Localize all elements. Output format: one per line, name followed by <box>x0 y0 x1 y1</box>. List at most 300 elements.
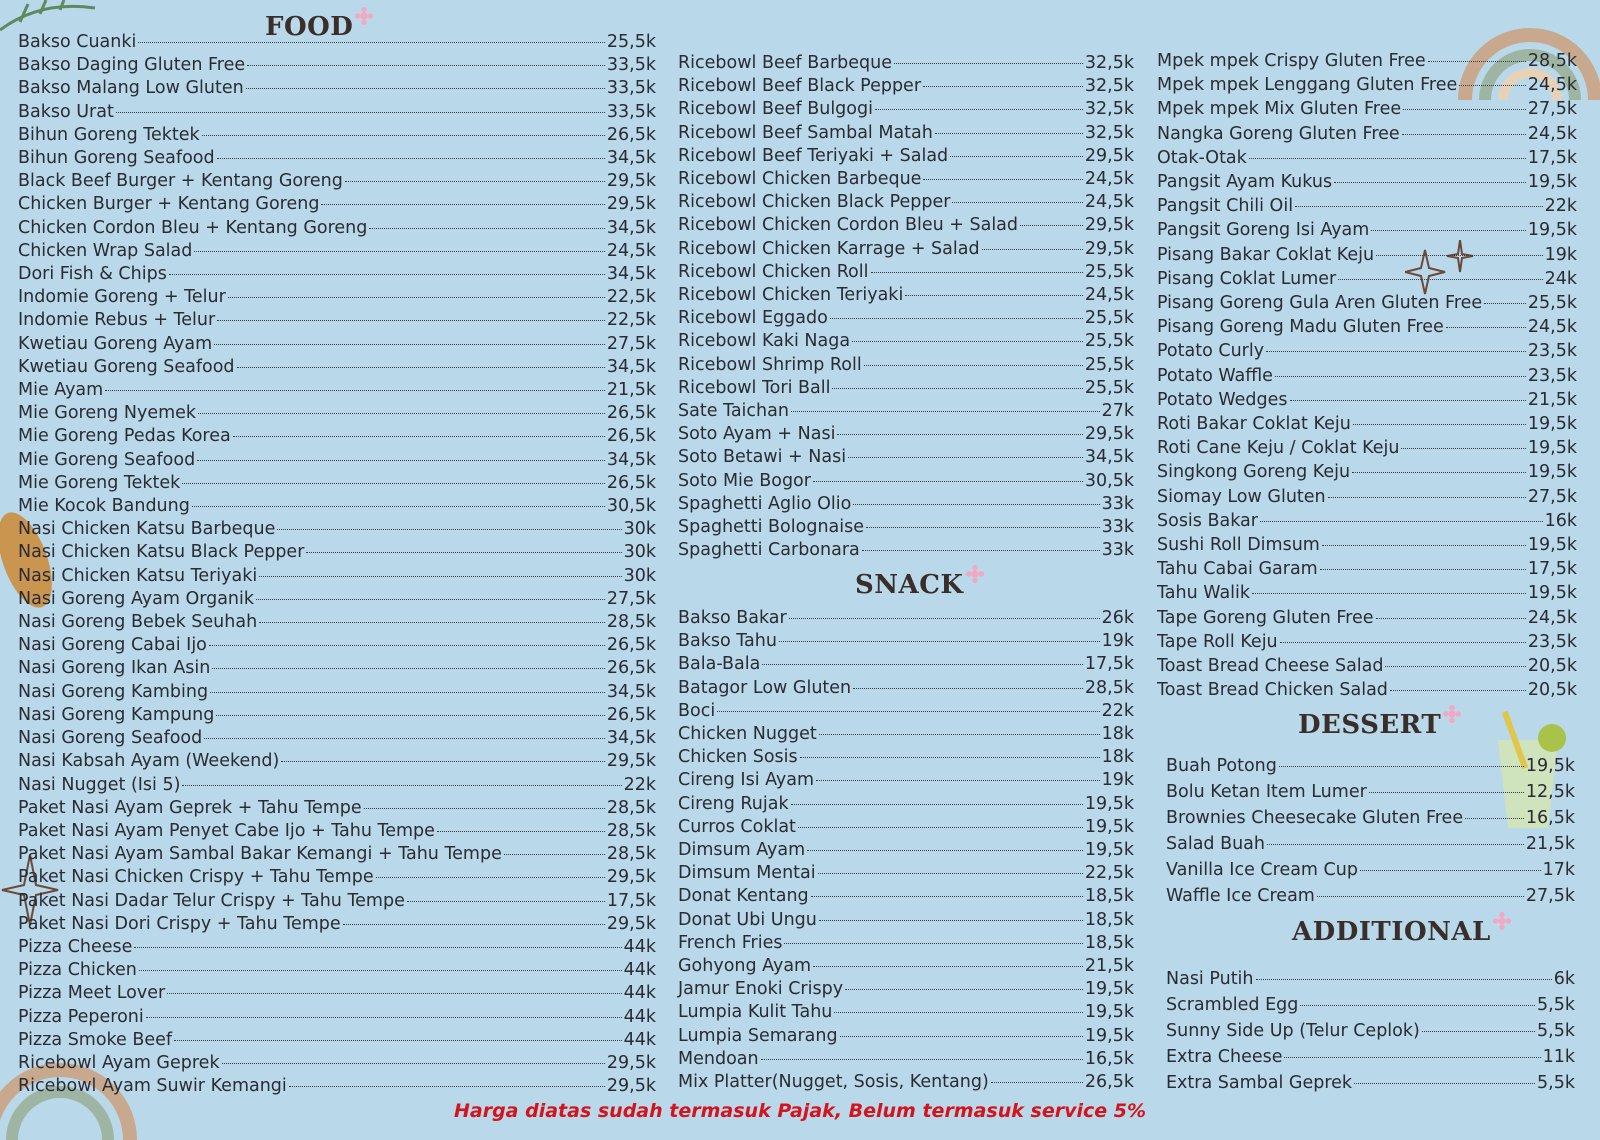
menu-item-name: Mie Goreng Pedas Korea <box>18 426 231 447</box>
menu-item-price: 26,5k <box>606 635 656 656</box>
menu-item-name: Ricebowl Chicken Karrage + Salad <box>678 238 980 259</box>
dotted-leader <box>1402 134 1526 135</box>
menu-item-price: 34,5k <box>606 356 656 377</box>
dotted-leader <box>905 295 1083 296</box>
menu-item-price: 5,5k <box>1537 1021 1575 1041</box>
menu-item <box>1157 291 1577 315</box>
menu-item-name: Batagor Low Gluten <box>678 677 852 698</box>
dotted-leader <box>1020 225 1083 226</box>
menu-item-name: French Fries <box>678 932 783 953</box>
menu-item-name: Paket Nasi Ayam Penyet Cabe Ijo + Tahu Tempe <box>18 820 435 841</box>
food-heading: FOOD <box>265 12 373 42</box>
dotted-leader <box>789 618 1100 619</box>
dotted-leader <box>169 274 605 275</box>
menu-item <box>678 446 1134 469</box>
menu-item-price: 5,5k <box>1537 995 1575 1015</box>
menu-item <box>18 286 656 309</box>
menu-item <box>1157 146 1577 170</box>
menu-item-price: 19,5k <box>1527 220 1577 241</box>
food-list-column-2 <box>678 52 1134 562</box>
menu-item-price: 19,5k <box>1527 414 1577 435</box>
dotted-leader <box>105 390 605 391</box>
menu-item <box>18 565 656 588</box>
menu-item <box>18 309 656 332</box>
menu-item-name: Soto Ayam + Nasi <box>678 424 836 445</box>
menu-item <box>678 909 1134 932</box>
menu-item <box>678 145 1134 168</box>
menu-item-price: 19k <box>1544 244 1577 265</box>
menu-item-name: Ricebowl Ayam Suwir Kemangi <box>18 1076 287 1097</box>
menu-item <box>1157 557 1577 581</box>
dotted-leader <box>1320 569 1526 570</box>
menu-item-name: Roti Bakar Coklat Keju <box>1157 414 1351 435</box>
menu-item-price: 32,5k <box>1084 76 1134 97</box>
dotted-leader <box>840 1036 1083 1037</box>
menu-item-name: Pizza Peperoni <box>18 1006 144 1027</box>
dotted-leader <box>991 1082 1083 1083</box>
dotted-leader <box>1328 497 1526 498</box>
menu-item <box>18 263 656 286</box>
menu-item <box>18 750 656 773</box>
menu-item-price: 25,5k <box>1084 354 1134 375</box>
dotted-leader <box>871 272 1083 273</box>
menu-item <box>18 333 656 356</box>
dotted-leader <box>837 434 1082 435</box>
menu-item-name: Cireng Rujak <box>678 793 789 814</box>
menu-item-name: Toast Bread Chicken Salad <box>1157 680 1388 701</box>
menu-item <box>678 191 1134 214</box>
menu-item-price: 26,5k <box>606 704 656 725</box>
menu-item-name: Otak-Otak <box>1157 147 1247 168</box>
menu-item <box>18 193 656 216</box>
menu-item-name: Nasi Goreng Seafood <box>18 728 203 749</box>
dotted-leader <box>1422 1031 1535 1032</box>
menu-item-price: 34,5k <box>606 728 656 749</box>
menu-item <box>678 493 1134 516</box>
additional-list <box>1166 966 1575 1096</box>
menu-item <box>678 1025 1134 1048</box>
menu-item-price: 21,5k <box>1525 834 1575 854</box>
menu-item-price: 29,5k <box>606 171 656 192</box>
menu-item <box>1157 315 1577 339</box>
menu-item-price: 27,5k <box>1527 99 1577 120</box>
dotted-leader <box>182 483 605 484</box>
menu-item <box>678 214 1134 237</box>
menu-item-name: Toast Bread Cheese Salad <box>1157 656 1384 677</box>
menu-item-name: Chicken Nugget <box>678 724 817 745</box>
menu-item-name: Sosis Bakar <box>1157 510 1258 531</box>
menu-item-price: 17,5k <box>606 890 656 911</box>
dotted-leader <box>1428 61 1526 62</box>
menu-item <box>1166 1018 1575 1044</box>
menu-item <box>18 588 656 611</box>
dotted-leader <box>923 179 1082 180</box>
dotted-leader <box>875 109 1083 110</box>
dotted-leader <box>167 993 621 994</box>
dotted-leader <box>198 413 605 414</box>
menu-item-name: Bakso Cuanki <box>18 32 137 52</box>
menu-item-name: Nasi Putih <box>1166 969 1254 989</box>
menu-item-price: 22,5k <box>606 287 656 308</box>
dotted-leader <box>197 460 605 461</box>
dotted-leader <box>866 527 1100 528</box>
menu-item <box>1157 630 1577 654</box>
dotted-leader <box>1260 521 1543 522</box>
menu-item <box>18 379 656 402</box>
menu-item-name: Sushi Roll Dimsum <box>1157 535 1320 556</box>
menu-item <box>678 238 1134 261</box>
menu-item <box>678 723 1134 746</box>
dotted-leader <box>182 785 621 786</box>
menu-item <box>18 31 656 54</box>
dotted-leader <box>364 808 605 809</box>
menu-item <box>678 816 1134 839</box>
dotted-leader <box>343 924 605 925</box>
menu-item-name: Indomie Goreng + Telur <box>18 287 226 308</box>
menu-item-name: Bakso Tahu <box>678 631 777 652</box>
menu-item <box>18 147 656 170</box>
flower-icon <box>1493 912 1511 930</box>
menu-item-price: 24,5k <box>1084 285 1134 306</box>
menu-item-name: Mie Goreng Seafood <box>18 449 196 470</box>
dotted-leader <box>233 436 605 437</box>
menu-item <box>1157 533 1577 557</box>
menu-item <box>678 423 1134 446</box>
menu-item-price: 19,5k <box>1527 583 1577 604</box>
dotted-leader <box>1284 1057 1540 1058</box>
dotted-leader <box>1459 85 1526 86</box>
dotted-leader <box>1252 593 1526 594</box>
dotted-leader <box>779 641 1100 642</box>
menu-item <box>18 797 656 820</box>
dotted-leader <box>982 249 1083 250</box>
dotted-leader <box>146 1017 622 1018</box>
menu-item-price: 27k <box>1101 401 1134 422</box>
menu-item-name: Pisang Coklat Lumer <box>1157 268 1337 289</box>
menu-item-price: 29,5k <box>606 1076 656 1097</box>
menu-item-price: 28,5k <box>1527 51 1577 71</box>
menu-item <box>678 607 1134 630</box>
menu-item <box>678 52 1134 75</box>
dessert-list <box>1166 753 1575 909</box>
menu-item <box>1166 1044 1575 1070</box>
dotted-leader <box>1352 472 1526 473</box>
dotted-leader <box>1403 109 1526 110</box>
menu-item <box>18 611 656 634</box>
menu-item-price: 19,5k <box>1527 535 1577 556</box>
dotted-leader <box>950 156 1083 157</box>
menu-item-price: 19,5k <box>1084 979 1134 1000</box>
menu-item-name: Buah Potong <box>1166 756 1277 776</box>
menu-item-price: 19k <box>1101 631 1134 652</box>
dotted-leader <box>1279 766 1524 767</box>
menu-item-name: Nasi Goreng Ayam Organik <box>18 588 255 609</box>
menu-item-name: Mendoan <box>678 1048 759 1069</box>
menu-item-price: 27,5k <box>606 333 656 354</box>
menu-item-price: 34,5k <box>606 449 656 470</box>
menu-item-name: Potato Wedges <box>1157 389 1288 410</box>
menu-item <box>678 122 1134 145</box>
menu-item-name: Lumpia Semarang <box>678 1025 838 1046</box>
dotted-leader <box>345 181 605 182</box>
menu-item <box>1166 753 1575 779</box>
menu-item-name: Nangka Goreng Gluten Free <box>1157 123 1400 144</box>
dotted-leader <box>832 388 1082 389</box>
menu-item-name: Ricebowl Chicken Barbeque <box>678 169 922 190</box>
menu-item-name: Donat Ubi Ungu <box>678 909 817 930</box>
menu-item-name: Mpek mpek Lenggang Gluten Free <box>1157 75 1458 96</box>
dotted-leader <box>1401 448 1525 449</box>
menu-item-name: Chicken Cordon Bleu + Kentang Goreng <box>18 217 368 238</box>
dotted-leader <box>853 688 1083 689</box>
menu-item-price: 29,5k <box>606 751 656 772</box>
dotted-leader <box>852 341 1083 342</box>
menu-item-name: Mie Kocok Bandung <box>18 496 190 517</box>
dotted-leader <box>1446 327 1526 328</box>
menu-item-name: Pizza Chicken <box>18 960 137 981</box>
dotted-leader <box>504 854 605 855</box>
menu-item-name: Ricebowl Shrimp Roll <box>678 354 862 375</box>
menu-item <box>678 539 1134 562</box>
menu-item-price: 18,5k <box>1084 932 1134 953</box>
menu-item-price: 33,5k <box>606 78 656 99</box>
dotted-leader <box>791 804 1083 805</box>
menu-item <box>678 885 1134 908</box>
menu-item <box>678 377 1134 400</box>
menu-item <box>1157 364 1577 388</box>
menu-item <box>18 77 656 100</box>
menu-item <box>18 657 656 680</box>
menu-item-price: 20,5k <box>1527 656 1577 677</box>
dotted-leader <box>1376 618 1526 619</box>
menu-item-name: Ricebowl Beef Teriyaki + Salad <box>678 145 949 166</box>
tax-notice: Harga diatas sudah termasuk Pajak, Belum termasuk service 5% <box>453 1100 1146 1122</box>
dotted-leader <box>819 920 1083 921</box>
menu-item <box>1157 339 1577 363</box>
menu-item <box>1157 581 1577 605</box>
menu-item <box>1157 170 1577 194</box>
menu-item-name: Gohyong Ayam <box>678 956 812 977</box>
menu-item <box>18 820 656 843</box>
menu-item-name: Vanilla Ice Cream Cup <box>1166 860 1358 880</box>
menu-item <box>1157 122 1577 146</box>
menu-item <box>678 307 1134 330</box>
menu-item-price: 26k <box>1101 608 1134 628</box>
menu-item-price: 29,5k <box>1084 424 1134 445</box>
menu-item <box>1157 218 1577 242</box>
dotted-leader <box>1317 896 1524 897</box>
menu-item-name: Kwetiau Goreng Ayam <box>18 333 213 354</box>
menu-item-price: 17,5k <box>1527 559 1577 580</box>
menu-item <box>18 890 656 913</box>
dotted-leader <box>952 202 1082 203</box>
menu-item-name: Dori Fish & Chips <box>18 264 167 285</box>
menu-item <box>678 653 1134 676</box>
dotted-leader <box>853 504 1099 505</box>
menu-item-name: Pisang Goreng Gula Aren Gluten Free <box>1157 293 1483 314</box>
menu-item-name: Mpek mpek Crispy Gluten Free <box>1157 51 1426 71</box>
menu-item <box>1157 194 1577 218</box>
menu-item <box>18 356 656 379</box>
flower-icon <box>966 565 984 583</box>
dotted-leader <box>212 668 605 669</box>
menu-item-price: 22,5k <box>1084 863 1134 884</box>
dotted-leader <box>761 1059 1083 1060</box>
menu-item-name: Tape Goreng Gluten Free <box>1157 607 1374 628</box>
menu-item-price: 34,5k <box>606 217 656 238</box>
menu-item <box>678 1048 1134 1071</box>
menu-item-price: 19,5k <box>1084 793 1134 814</box>
menu-item-price: 5,5k <box>1537 1073 1575 1093</box>
menu-item-price: 19,5k <box>1084 1002 1134 1023</box>
menu-item <box>1166 883 1575 909</box>
dotted-leader <box>1338 279 1542 280</box>
dotted-leader <box>1353 424 1526 425</box>
menu-item <box>1157 654 1577 678</box>
dotted-leader <box>139 970 622 971</box>
dotted-leader <box>845 989 1083 990</box>
dotted-leader <box>1322 545 1526 546</box>
menu-item <box>18 124 656 147</box>
menu-item-price: 33k <box>1101 517 1134 538</box>
menu-item-name: Tahu Walik <box>1157 583 1251 604</box>
menu-item <box>18 1029 656 1052</box>
menu-item-price: 28,5k <box>606 797 656 818</box>
menu-item <box>18 541 656 564</box>
menu-item-name: Chicken Burger + Kentang Goreng <box>18 194 320 215</box>
menu-item-price: 44k <box>623 1006 656 1027</box>
menu-item <box>678 793 1134 816</box>
menu-item <box>1166 1070 1575 1096</box>
menu-item-price: 33,5k <box>606 101 656 122</box>
menu-item-name: Nasi Chicken Katsu Black Pepper <box>18 542 305 563</box>
menu-item-name: Sate Taichan <box>678 401 789 422</box>
dotted-leader <box>864 365 1083 366</box>
menu-item <box>678 1071 1134 1094</box>
menu-item-price: 19,5k <box>1084 1025 1134 1046</box>
menu-item-price: 19,5k <box>1527 438 1577 459</box>
menu-item-name: Dimsum Mentai <box>678 863 816 884</box>
menu-item-name: Pisang Goreng Madu Gluten Free <box>1157 317 1444 338</box>
dotted-leader <box>174 1040 622 1041</box>
menu-item <box>678 746 1134 769</box>
dotted-leader <box>116 112 605 113</box>
menu-item-price: 19,5k <box>1525 756 1575 776</box>
menu-item-name: Pangsit Ayam Kukus <box>1157 172 1333 193</box>
menu-item-name: Curros Coklat <box>678 816 796 837</box>
menu-item-price: 27,5k <box>606 588 656 609</box>
menu-item-name: Ricebowl Ayam Geprek <box>18 1052 220 1073</box>
dotted-leader <box>784 943 1082 944</box>
menu-item-name: Kwetiau Goreng Seafood <box>18 356 235 377</box>
dotted-leader <box>1300 1005 1535 1006</box>
menu-item-price: 30,5k <box>1084 470 1134 491</box>
menu-item-price: 30k <box>623 542 656 563</box>
dotted-leader <box>1334 182 1526 183</box>
menu-item-price: 30k <box>623 519 656 540</box>
menu-item-price: 23,5k <box>1527 631 1577 652</box>
menu-item-price: 34,5k <box>606 148 656 169</box>
menu-item-name: Ricebowl Beef Bulgogi <box>678 99 873 120</box>
menu-item-name: Roti Cane Keju / Coklat Keju <box>1157 438 1400 459</box>
menu-item-name: Bakso Daging Gluten Free <box>18 55 246 76</box>
menu-item-price: 24,5k <box>1084 192 1134 213</box>
dotted-leader <box>1360 870 1541 871</box>
menu-item-name: Nasi Goreng Cabai Ijo <box>18 635 207 656</box>
dotted-leader <box>194 251 605 252</box>
dotted-leader <box>819 734 1100 735</box>
menu-item-price: 25,5k <box>1084 377 1134 398</box>
menu-item <box>18 101 656 124</box>
menu-item-name: Bihun Goreng Seafood <box>18 148 215 169</box>
dotted-leader <box>1465 818 1524 819</box>
menu-item-price: 11k <box>1542 1047 1575 1067</box>
dessert-heading: DESSERT <box>1298 710 1461 740</box>
menu-item <box>18 1075 656 1098</box>
menu-item-name: Ricebowl Chicken Roll <box>678 261 869 282</box>
menu-item <box>678 354 1134 377</box>
menu-item-name: Ricebowl Kaki Naga <box>678 331 851 352</box>
menu-item-price: 21,5k <box>1527 389 1577 410</box>
menu-item <box>678 955 1134 978</box>
dotted-leader <box>717 711 1099 712</box>
dotted-leader <box>834 1012 1083 1013</box>
menu-item-price: 24,5k <box>1527 75 1577 96</box>
menu-item-name: Salad Buah <box>1166 834 1266 854</box>
menu-item <box>1166 831 1575 857</box>
menu-item-name: Mpek mpek Mix Gluten Free <box>1157 99 1402 120</box>
menu-item-name: Lumpia Kulit Tahu <box>678 1002 833 1023</box>
menu-item-name: Chicken Sosis <box>678 747 798 768</box>
menu-item-name: Indomie Rebus + Telur <box>18 310 216 331</box>
menu-item <box>18 727 656 750</box>
menu-item <box>1157 97 1577 121</box>
menu-item-price: 24,5k <box>606 240 656 261</box>
menu-item-price: 34,5k <box>1084 447 1134 468</box>
menu-item <box>678 862 1134 885</box>
menu-item-name: Paket Nasi Chicken Crispy + Tahu Tempe <box>18 867 374 888</box>
dotted-leader <box>210 692 605 693</box>
menu-item-name: Bakso Urat <box>18 101 114 122</box>
dotted-leader <box>138 42 605 43</box>
menu-item-price: 23,5k <box>1527 365 1577 386</box>
menu-item <box>18 1006 656 1029</box>
menu-item-price: 29,5k <box>1084 238 1134 259</box>
menu-item-name: Waffle Ice Cream <box>1166 886 1315 906</box>
menu-item-price: 25,5k <box>606 32 656 52</box>
menu-item-price: 16,5k <box>1525 808 1575 828</box>
menu-item-price: 19,5k <box>1084 840 1134 861</box>
menu-item-price: 25,5k <box>1084 331 1134 352</box>
dotted-leader <box>1275 376 1526 377</box>
menu-item-name: Nasi Chicken Katsu Barbeque <box>18 519 276 540</box>
menu-item-name: Paket Nasi Dadar Telur Crispy + Tahu Tempe <box>18 890 405 911</box>
menu-item-price: 29,5k <box>1084 145 1134 166</box>
menu-item-price: 30k <box>623 565 656 586</box>
menu-item-name: Pizza Smoke Beef <box>18 1029 173 1050</box>
dotted-leader <box>1484 303 1526 304</box>
menu-item-name: Tahu Cabai Garam <box>1157 559 1318 580</box>
dotted-leader <box>202 135 605 136</box>
menu-item <box>18 681 656 704</box>
menu-item <box>1166 992 1575 1018</box>
dotted-leader <box>437 831 605 832</box>
menu-item <box>1157 243 1577 267</box>
dotted-leader <box>369 228 605 229</box>
menu-item <box>18 54 656 77</box>
menu-item-name: Sunny Side Up (Telur Ceplok) <box>1166 1021 1420 1041</box>
menu-item-price: 26,5k <box>606 403 656 424</box>
